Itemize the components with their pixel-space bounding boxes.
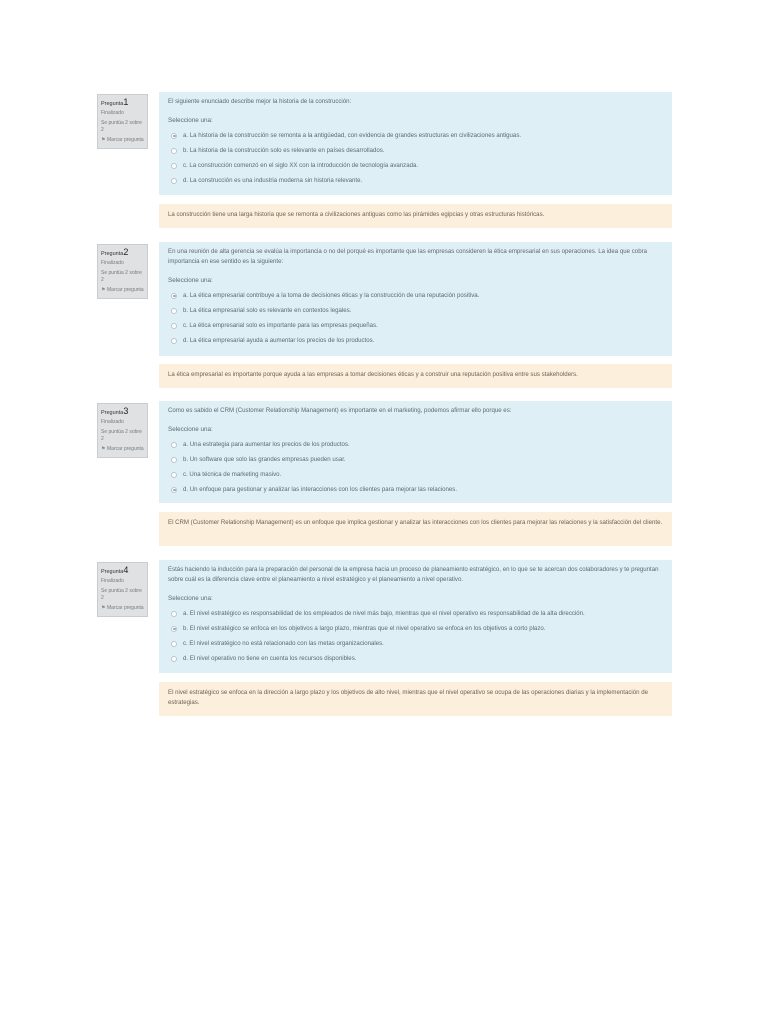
question-grade: Se puntúa 2 sobre 2 [101, 120, 142, 133]
radio-button[interactable] [171, 641, 177, 647]
answer-option-a[interactable] [171, 288, 663, 303]
flag-label: Marcar pregunta [107, 605, 144, 611]
feedback-box-2 [159, 364, 672, 388]
answer-label: d. Un enfoque para gestionar y analizar las interacciones con los clientes para mejorar las relaciones. [183, 485, 458, 493]
answer-option-d[interactable] [171, 651, 663, 666]
answer-option-c[interactable] [171, 636, 663, 651]
answer-label: c. La ética empresarial solo es importante para las empresas pequeñas. [183, 321, 378, 329]
radio-button[interactable] [171, 442, 177, 448]
question-info-1 [97, 94, 148, 149]
question-grade: Se puntúa 2 sobre 2 [101, 588, 142, 601]
answer-option-b[interactable] [171, 452, 663, 467]
answer-label: b. Un software que solo las grandes empresas pueden usar. [183, 455, 346, 463]
question-info-2 [97, 244, 148, 299]
question-number: 4 [123, 565, 129, 575]
answer-option-a[interactable] [171, 606, 663, 621]
question-text: Estás haciendo la inducción para la preparación del personal de la empresa hacia un proceso de planeamiento estratégico, en lo que se te acercan dos colaboradores y te preguntan sobre cuál es la diferencia clave entre el planeamiento a nivel estratégico y el planeamiento a nivel operativo. [168, 566, 659, 583]
answer-option-c[interactable] [171, 158, 663, 173]
answer-list [168, 606, 663, 666]
answer-prompt: Seleccione una: [168, 595, 213, 602]
answer-list [168, 288, 663, 348]
flag-icon: ⚑ [101, 137, 106, 143]
answer-label: b. La ética empresarial solo es relevante en contextos legales. [183, 306, 352, 314]
question-box-2 [159, 242, 672, 356]
question-box-1 [159, 92, 672, 195]
question-state: Finalizado [101, 260, 124, 266]
answer-label: c. La construcción comenzó en el siglo XX con la introducción de tecnología avanzada. [183, 161, 419, 169]
question-state: Finalizado [101, 110, 124, 116]
question-grade: Se puntúa 2 sobre 2 [101, 429, 142, 442]
radio-button[interactable] [171, 323, 177, 329]
question-number: 3 [123, 406, 129, 416]
answer-label: a. La historia de la construcción se remonta a la antigüedad, con evidencia de grandes estructuras en civilizaciones antiguas. [183, 131, 522, 139]
question-number-label: Pregunta3 [101, 406, 129, 416]
flag-question-button[interactable] [101, 605, 144, 612]
answer-label: d. La construcción es una industria moderna sin historia relevante. [183, 176, 363, 184]
answer-option-a[interactable] [171, 128, 663, 143]
feedback-text: El nivel estratégico se enfoca en la dirección a largo plazo y los objetivos de alto nivel, mientras que el nivel operativo se ocupa de las operaciones diarias y la implementación de estrategias. [168, 689, 648, 706]
radio-button[interactable] [171, 457, 177, 463]
answer-option-d[interactable] [171, 333, 663, 348]
question-number-label: Pregunta2 [101, 247, 129, 257]
answer-label: a. El nivel estratégico es responsabilidad de los empleados de nivel más bajo, mientras que el nivel operativo es responsabilidad de la alta dirección. [183, 609, 585, 617]
feedback-box-3 [159, 512, 672, 546]
answer-label: b. El nivel estratégico se enfoca en los objetivos a largo plazo, mientras que el nivel operativo se enfoca en los objetivos a corto plazo. [183, 624, 546, 632]
radio-button[interactable] [171, 178, 177, 184]
answer-label: c. Una técnica de marketing masivo. [183, 470, 282, 478]
flag-question-button[interactable] [101, 446, 144, 453]
radio-button[interactable] [171, 611, 177, 617]
flag-label: Marcar pregunta [107, 137, 144, 143]
answer-option-b[interactable] [171, 621, 663, 636]
answer-option-d[interactable] [171, 173, 663, 188]
answer-label: d. El nivel operativo no tiene en cuenta los recursos disponibles. [183, 654, 357, 662]
flag-question-button[interactable] [101, 137, 144, 144]
answer-label: b. La historia de la construcción solo es relevante en países desarrollados. [183, 146, 385, 154]
answer-option-a[interactable] [171, 437, 663, 452]
feedback-box-1 [159, 204, 672, 228]
radio-button[interactable] [171, 148, 177, 154]
feedback-text: La ética empresarial es importante porque ayuda a las empresas a tomar decisiones éticas y a construir una reputación positiva entre sus stakeholders. [168, 371, 578, 378]
radio-button[interactable] [171, 133, 177, 139]
feedback-text: La construcción tiene una larga historia que se remonta a civilizaciones antiguas como las pirámides egipcias y otras estructuras históricas. [168, 211, 545, 218]
question-box-4 [159, 560, 672, 673]
answer-list [168, 437, 663, 497]
question-number-label: Pregunta1 [101, 97, 129, 107]
answer-label: a. La ética empresarial contribuye a la toma de decisiones éticas y la construcción de una reputación positiva. [183, 291, 480, 299]
answer-option-b[interactable] [171, 143, 663, 158]
radio-button[interactable] [171, 163, 177, 169]
answer-label: c. El nivel estratégico no está relacionado con las metas organizacionales. [183, 639, 384, 647]
radio-button[interactable] [171, 656, 177, 662]
question-box-3 [159, 401, 672, 503]
flag-label: Marcar pregunta [107, 287, 144, 293]
question-state: Finalizado [101, 578, 124, 584]
answer-list [168, 128, 663, 188]
question-text: Como es sabido el CRM (Customer Relationship Management) es importante en el marketing, podemos afirmar ello porque es: [168, 407, 512, 414]
question-info-3 [97, 403, 148, 458]
flag-icon: ⚑ [101, 287, 106, 293]
answer-label: a. Una estrategia para aumentar los precios de los productos. [183, 440, 350, 448]
answer-label: d. La ética empresarial ayuda a aumentar los precios de los productos. [183, 336, 375, 344]
answer-option-c[interactable] [171, 318, 663, 333]
question-text: El siguiente enunciado describe mejor la historia de la construcción: [168, 98, 352, 105]
answer-prompt: Seleccione una: [168, 426, 213, 433]
radio-button[interactable] [171, 626, 177, 632]
flag-icon: ⚑ [101, 446, 106, 452]
radio-button[interactable] [171, 308, 177, 314]
question-state: Finalizado [101, 419, 124, 425]
radio-button[interactable] [171, 338, 177, 344]
answer-prompt: Seleccione una: [168, 277, 213, 284]
flag-question-button[interactable] [101, 287, 144, 294]
question-number-label: Pregunta4 [101, 565, 129, 575]
answer-option-c[interactable] [171, 467, 663, 482]
answer-prompt: Seleccione una: [168, 117, 213, 124]
radio-button[interactable] [171, 472, 177, 478]
question-info-4 [97, 562, 148, 617]
question-number: 2 [123, 247, 129, 257]
feedback-box-4 [159, 682, 672, 716]
flag-label: Marcar pregunta [107, 446, 144, 452]
question-text: En una reunión de alta gerencia se evalúa la importancia o no del porqué es importante que las empresas consideren la ética empresarial en sus operaciones. La idea que cobra importancia en ese sentido es la siguiente: [168, 248, 647, 265]
answer-option-d[interactable] [171, 482, 663, 497]
question-grade: Se puntúa 2 sobre 2 [101, 270, 142, 283]
radio-button[interactable] [171, 487, 177, 493]
flag-icon: ⚑ [101, 605, 106, 611]
radio-button[interactable] [171, 293, 177, 299]
feedback-text: El CRM (Customer Relationship Management) es un enfoque que implica gestionar y analizar las interacciones con los clientes para mejorar las relaciones y la satisfacción del cliente. [168, 519, 663, 526]
answer-option-b[interactable] [171, 303, 663, 318]
question-number: 1 [123, 97, 129, 107]
